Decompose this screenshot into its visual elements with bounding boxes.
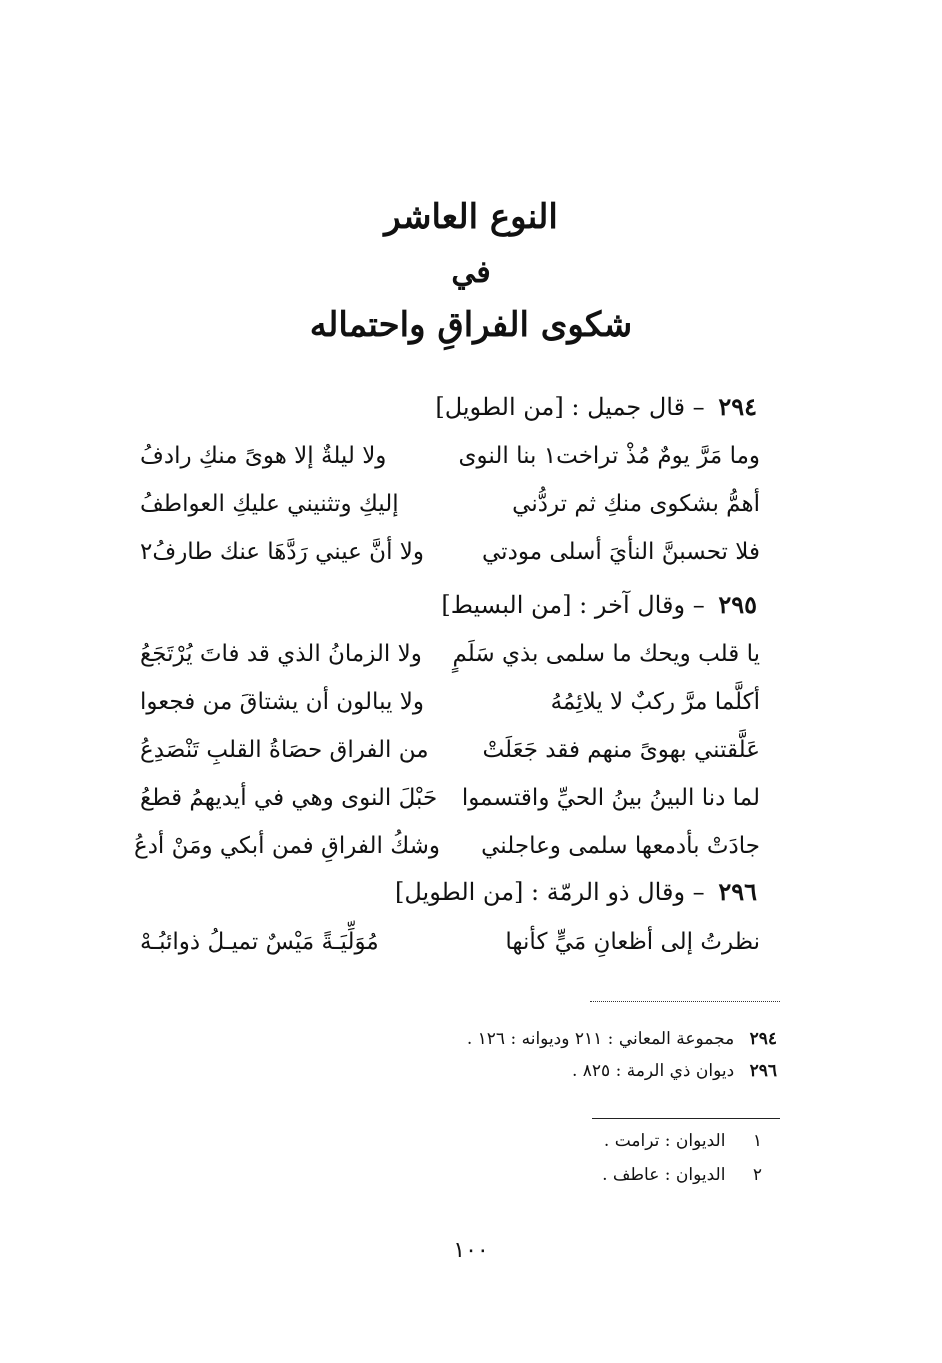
footnote-number: ١ bbox=[752, 1131, 762, 1151]
reference-entry bbox=[572, 1063, 777, 1080]
page-number: ١٠٠ bbox=[453, 1238, 489, 1263]
section-number: ٢٩٥ bbox=[718, 590, 757, 619]
verse-second-hemistich-wrap bbox=[140, 782, 440, 814]
chapter-title: النوع العاشر bbox=[384, 197, 558, 237]
verse-line bbox=[133, 830, 760, 862]
verse-line bbox=[140, 440, 760, 472]
verse-first-hemistich: فلا تحسبنَّ النأيَ أسلى مودتي bbox=[482, 539, 760, 565]
section-heading-text: – وقال ذو الرمّة : [من الطويل] bbox=[395, 878, 705, 906]
verse-second-hemistich: ولا أنَّ عيني رَدَّهَا عنك طارفُ٢ bbox=[140, 539, 424, 565]
verse-first-hemistich: أهمُّ بشكوى منكِ ثم تردُّني bbox=[512, 491, 760, 517]
footnote bbox=[604, 1133, 762, 1150]
verse-second-hemistich-wrap bbox=[140, 488, 440, 520]
verse-first-hemistich: جادَتْ بأدمعها سلمى وعاجلني bbox=[481, 833, 760, 859]
verse-second-hemistich: مُوَلِّيَـةً مَيْسٌ تميـلُ ذوائبُـهْ bbox=[140, 929, 379, 955]
footnote-text: الديوان : ترامت . bbox=[603, 1131, 726, 1151]
section-number: ٢٩٤ bbox=[718, 392, 757, 421]
reference-text: ديوان ذي الرمة : ٨٢٥ . bbox=[571, 1061, 735, 1081]
verse-line bbox=[140, 638, 760, 670]
verse-line bbox=[140, 782, 760, 814]
reference-number: ٢٩٦ bbox=[749, 1061, 777, 1081]
verse-second-hemistich-wrap bbox=[140, 536, 440, 568]
reference-entry bbox=[467, 1031, 777, 1048]
chapter-title-connector: في bbox=[451, 255, 491, 290]
verse-first-hemistich: وما مَرَّ يومٌ مُذْ تراخت١ بنا النوى bbox=[458, 443, 760, 469]
footnotes-divider bbox=[592, 1118, 780, 1119]
footnote-number: ٢ bbox=[752, 1165, 762, 1185]
reference-text: مجموعة المعاني : ٢١١ وديوانه : ١٢٦ . bbox=[466, 1029, 735, 1049]
section-number: ٢٩٦ bbox=[718, 877, 757, 906]
chapter-subtitle: شكوى الفراقِ واحتماله bbox=[309, 305, 633, 345]
section-heading-text: – قال جميل : [من الطويل] bbox=[435, 393, 705, 421]
verse-first-hemistich: عَلَّقتني بهوىً منهم فقد جَعَلَتْ bbox=[482, 737, 760, 763]
references-divider bbox=[590, 1001, 780, 1002]
verse-second-hemistich: ولا الزمانُ الذي قد فاتَ يُرْتَجَعُ bbox=[140, 641, 422, 667]
verse-line bbox=[140, 536, 760, 568]
verse-second-hemistich: حَبْلَ النوى وهي في أيديهمُ قطعُ bbox=[140, 785, 438, 811]
verse-line bbox=[140, 488, 760, 520]
verse-second-hemistich-wrap bbox=[140, 440, 440, 472]
verse-second-hemistich-wrap bbox=[140, 926, 440, 958]
verse-second-hemistich-wrap bbox=[133, 830, 440, 862]
verse-line bbox=[140, 686, 760, 718]
verse-second-hemistich: ولا يبالون أن يشتاقَ من فجعوا bbox=[140, 689, 424, 715]
verse-second-hemistich-wrap bbox=[140, 734, 440, 766]
verse-first-hemistich: نظرتُ إلى أظعانِ مَيٍّ كأنها bbox=[505, 929, 760, 955]
verse-second-hemistich: ولا ليلةٌ إلا هوىً منكِ رادفُ bbox=[140, 443, 387, 469]
section-heading-296 bbox=[395, 877, 757, 906]
footnote bbox=[602, 1167, 762, 1184]
footnote-text: الديوان : عاطف . bbox=[602, 1165, 726, 1185]
verse-first-hemistich: أكلَّما مرَّ ركبٌ لا يلائِمُهُ bbox=[550, 689, 760, 715]
verse-line bbox=[140, 926, 760, 958]
verse-second-hemistich: إليكِ وتثنيني عليكِ العواطفُ bbox=[140, 491, 399, 517]
verse-line bbox=[140, 734, 760, 766]
section-heading-295 bbox=[441, 590, 757, 619]
verse-second-hemistich: من الفراق حصَاةُ القلبِ تَنْصَدِعُ bbox=[140, 737, 429, 763]
verse-second-hemistich-wrap bbox=[140, 686, 440, 718]
section-heading-294 bbox=[435, 392, 757, 421]
verse-second-hemistich: وشكُ الفراقِ فمن أبكي ومَنْ أدعُ bbox=[133, 833, 440, 859]
reference-number: ٢٩٤ bbox=[749, 1029, 777, 1049]
verse-first-hemistich: لما دنا البينُ بينُ الحيِّ واقتسموا bbox=[461, 785, 760, 811]
section-heading-text: – وقال آخر : [من البسيط] bbox=[441, 591, 705, 619]
verse-first-hemistich: يا قلب ويحك ما سلمى بذي سَلَمٍ bbox=[452, 641, 760, 667]
verse-second-hemistich-wrap bbox=[140, 638, 440, 670]
